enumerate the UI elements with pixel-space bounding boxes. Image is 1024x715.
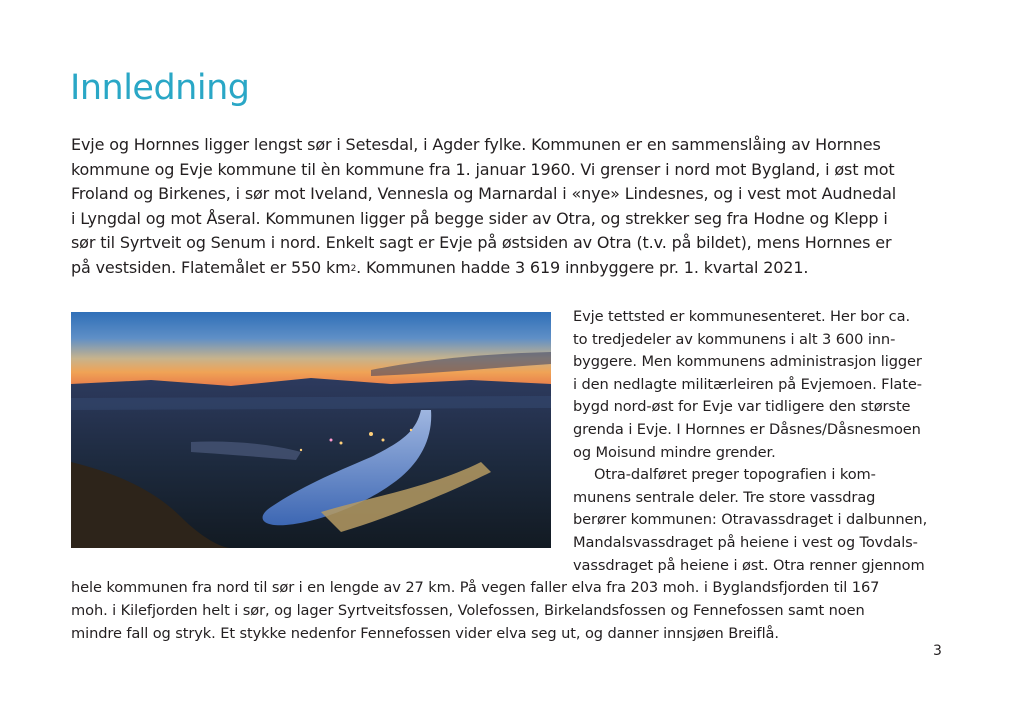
column-line: berører kommunen: Otravassdraget i dalbunnen, — [573, 511, 928, 529]
intro-text: på vestsiden. Flatemålet er 550 km — [71, 257, 351, 277]
page-number: 3 — [933, 643, 942, 659]
column-line: Otra-dalføret preger topografien i kom- — [594, 466, 876, 484]
wide-line: hele kommunen fra nord til sør i en lengde av 27 km. På vegen faller elva fra 203 moh. i Byglandsfjorden til 167 — [71, 579, 880, 596]
landscape-photo — [71, 312, 551, 548]
full-width-paragraph — [71, 576, 971, 645]
intro-text: . Kommunen hadde 3 619 innbyggere pr. 1. kvartal 2021. — [356, 257, 809, 277]
column-line: vassdraget på heiene i øst. Otra renner gjennom — [573, 556, 925, 574]
column-line: byggere. Men kommunens administrasjon ligger — [573, 353, 922, 371]
column-line: Evje tettsted er kommunesenteret. Her bor ca. — [573, 308, 910, 325]
superscript: 2 — [350, 263, 357, 274]
intro-line: kommune og Evje kommune til èn kommune fra 1. januar 1960. Vi grenser i nord mot Bygland, i øst mot — [71, 159, 895, 179]
column-line: grenda i Evje. I Hornnes er Dåsnes/Dåsnesmoen — [573, 420, 921, 438]
column-line: bygd nord-øst for Evje var tidligere den største — [573, 398, 911, 416]
intro-line: sør til Syrtveit og Senum i nord. Enkelt sagt er Evje på østsiden av Otra (t.v. på bildet), mens Hornnes er — [71, 233, 892, 252]
intro-line — [71, 256, 971, 281]
wide-line: moh. i Kilefjorden helt i sør, og lager Syrtveitsfossen, Volefossen, Birkelandsfossen og Fennefossen samt noen — [71, 602, 865, 619]
intro-paragraph — [71, 133, 971, 280]
column-line: og Moisund mindre grender. — [573, 443, 776, 461]
side-column — [573, 306, 953, 577]
column-line: munens sentrale deler. Tre store vassdrag — [573, 488, 876, 506]
column-line: i den nedlagte militærleiren på Evjemoen. Flate- — [573, 375, 922, 393]
column-line: Mandalsvassdraget på heiene i vest og Tovdals- — [573, 533, 918, 551]
intro-line: Evje og Hornnes ligger lengst sør i Setesdal, i Agder fylke. Kommunen er en sammenslåing av Hornnes — [71, 135, 881, 154]
intro-line: Froland og Birkenes, i sør mot Iveland, Vennesla og Marnardal i «nye» Lindesnes, og i vest mot Audnedal — [71, 184, 897, 203]
page-title: Innledning — [70, 68, 250, 108]
wide-line: mindre fall og stryk. Et stykke nedenfor Fennefossen vider elva seg ut, og danner innsjøen Breiflå. — [71, 625, 779, 642]
intro-line: i Lyngdal og mot Åseral. Kommunen ligger på begge sider av Otra, og strekker seg fra Hodne og Klepp i — [71, 208, 888, 228]
column-line: to tredjedeler av kommunens i alt 3 600 inn- — [573, 330, 896, 348]
